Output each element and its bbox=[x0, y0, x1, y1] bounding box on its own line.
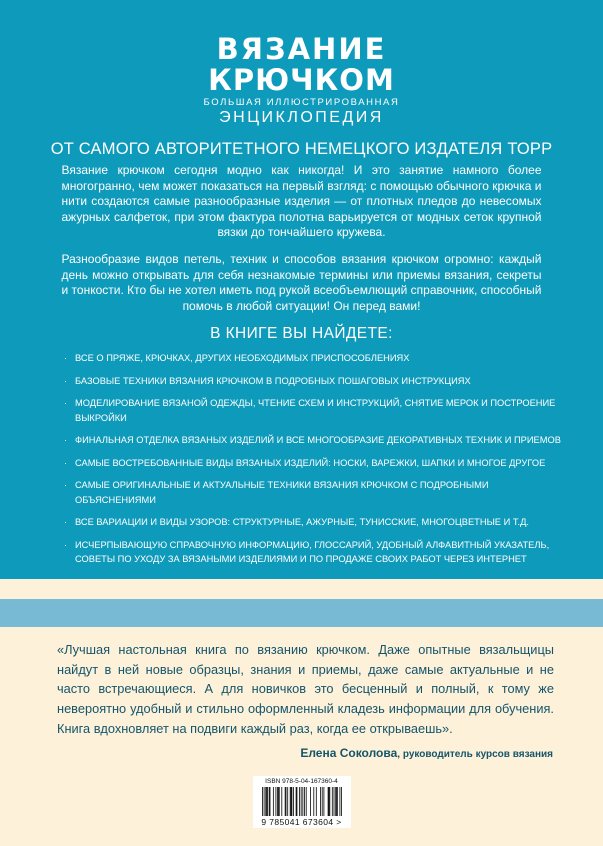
barcode-bar bbox=[336, 787, 337, 816]
barcode-bar bbox=[333, 787, 334, 816]
barcode-bar bbox=[268, 787, 269, 816]
feature-item bbox=[60, 433, 565, 448]
barcode-bar bbox=[313, 787, 314, 816]
barcode-digits: 9 785041 673604 > bbox=[261, 817, 342, 828]
bullet-icon: · bbox=[64, 517, 68, 528]
barcode-bar bbox=[335, 787, 336, 816]
barcode-bar bbox=[341, 787, 342, 816]
intro-paragraph-1: Вязание крючком сегодня модно как никогда! И это занятие намного более многогранно, чем может показаться на первый взгляд: с помощью обычного крючка и нити создаются самые разнообразные изделия — от плотных пледов до невесомых ажурных салфеток, при этом фактура полотна варьируется от модных сеток крупной вязки до тончайшего кружева. bbox=[61, 163, 542, 240]
barcode-bar bbox=[291, 787, 292, 816]
barcode-bar bbox=[327, 787, 328, 816]
feature-text: САМЫЕ ВОСТРЕБОВАННЫЕ ВИДЫ ВЯЗАНЫХ ИЗДЕЛИЙ: НОСКИ, ВАРЕЖКИ, ШАПКИ И МНОГОЕ ДРУГОЕ bbox=[75, 457, 546, 468]
title-line-2: КРЮЧКОМ bbox=[208, 63, 395, 97]
feature-item bbox=[60, 478, 565, 507]
barcode-bars bbox=[262, 787, 342, 816]
barcode-bar bbox=[278, 787, 279, 816]
barcode-bar bbox=[339, 787, 340, 816]
barcode-bar bbox=[304, 787, 305, 816]
bullet-icon: · bbox=[64, 435, 68, 446]
subtitle-line-2: ЭНЦИКЛОПЕДИЯ bbox=[219, 109, 384, 126]
decorative-stripe bbox=[0, 599, 603, 627]
feature-text: ВСЕ О ПРЯЖЕ, КРЮЧКАХ, ДРУГИХ НЕОБХОДИМЫХ ПРИСПОСОБЛЕНИЯХ bbox=[75, 353, 410, 364]
barcode-bar bbox=[302, 787, 303, 816]
feature-text: ФИНАЛЬНАЯ ОТДЕЛКА ВЯЗАНЫХ ИЗДЕЛИЙ И ВСЕ МНОГООБРАЗИЕ ДЕКОРАТИВНЫХ ТЕХНИК И ПРИЕМОВ bbox=[75, 435, 561, 446]
isbn-label: ISBN 978-5-04-167360-4 bbox=[265, 778, 338, 786]
barcode-bar bbox=[277, 787, 278, 816]
feature-item bbox=[60, 538, 565, 567]
barcode-bar bbox=[290, 787, 291, 816]
barcode-bar bbox=[285, 787, 286, 816]
author-role: , руководитель курсов вязания bbox=[397, 749, 553, 761]
barcode-bar bbox=[305, 787, 306, 816]
feature-item bbox=[60, 396, 565, 425]
title-line-1: ВЯЗАНИЕ bbox=[216, 32, 387, 66]
feature-item bbox=[60, 374, 565, 389]
barcode-bar bbox=[310, 787, 311, 816]
feature-text: БАЗОВЫЕ ТЕХНИКИ ВЯЗАНИЯ КРЮЧКОМ В ПОДРОБНЫХ ПОШАГОВЫХ ИНСТРУКЦИЯХ bbox=[75, 375, 471, 386]
barcode-bar bbox=[263, 787, 264, 816]
testimonial-quote: «Лучшая настольная книга по вязанию крючком. Даже опытные вязальщицы найдут в ней новые образцы, знания и приемы, даже самые актуальные и не часто встречающиеся. А для новичков это бесценный и полный, к тому же невероятно удобный и стильно оформленный кладезь информации для обучения. Книга вдохновляет на подвиги каждый раз, когда ее открываешь». bbox=[57, 641, 554, 736]
barcode-bar bbox=[267, 787, 268, 816]
barcode-bar bbox=[278, 787, 279, 816]
barcode-bar bbox=[329, 787, 330, 816]
barcode-bar bbox=[321, 787, 322, 816]
barcode-bar bbox=[336, 787, 337, 816]
barcode-bar bbox=[331, 787, 332, 816]
features-heading: В КНИГЕ ВЫ НАЙДЕТЕ: bbox=[210, 325, 393, 343]
subtitle-line-1: БОЛЬШАЯ ИЛЛЮСТРИРОВАННАЯ bbox=[203, 97, 400, 108]
barcode-bar bbox=[287, 787, 288, 816]
barcode-bar bbox=[262, 787, 263, 816]
feature-text: МОДЕЛИРОВАНИЕ ВЯЗАНОЙ ОДЕЖДЫ, ЧТЕНИЕ СХЕМ И ИНСТРУКЦИЙ, СНЯТИЕ МЕРОК И ПОСТРОЕНИЕ ВЫКРОЙКИ bbox=[75, 398, 556, 423]
feature-item bbox=[60, 351, 565, 366]
barcode-bar bbox=[266, 787, 267, 816]
barcode-bar bbox=[299, 787, 300, 816]
barcode-bar bbox=[320, 787, 321, 816]
bullet-icon: · bbox=[64, 480, 68, 491]
bullet-icon: · bbox=[64, 375, 68, 386]
cream-band bbox=[0, 579, 603, 599]
author-name: Елена Соколова bbox=[300, 746, 398, 761]
barcode-bar bbox=[284, 787, 285, 816]
feature-text: ВСЕ ВАРИАЦИИ И ВИДЫ УЗОРОВ: СТРУКТУРНЫЕ, АЖУРНЫЕ, ТУНИССКИЕ, МНОГОЦВЕТНЫЕ И Т.Д. bbox=[75, 517, 529, 528]
barcode-bar bbox=[328, 787, 329, 816]
features-list bbox=[60, 351, 565, 567]
testimonial-author bbox=[0, 744, 553, 762]
barcode-bar bbox=[281, 787, 282, 816]
barcode-bar bbox=[275, 787, 276, 816]
barcode-bar bbox=[315, 787, 316, 816]
intro-paragraph-2: Разнообразие видов петель, техник и способов вязания крючком огромно: каждый день можно открывать для себя незнакомые термины или приемы вязания, секреты и тонкости. Кто бы не хотел иметь под рукой всеобъемлющий справочник, способный помочь в любой ситуации! Он перед вами! bbox=[61, 251, 542, 313]
feature-item bbox=[60, 515, 565, 530]
feature-item bbox=[60, 456, 565, 471]
barcode-bar bbox=[289, 787, 290, 816]
publisher-headline: ОТ САМОГО АВТОРИТЕТНОГО НЕМЕЦКОГО ИЗДАТЕЛЯ ТОРР bbox=[50, 140, 553, 158]
barcode-bar bbox=[265, 787, 266, 816]
isbn-barcode bbox=[253, 776, 351, 828]
barcode-bar bbox=[272, 787, 273, 816]
barcode-bar bbox=[323, 787, 324, 816]
bullet-icon: · bbox=[64, 353, 68, 364]
bullet-icon: · bbox=[64, 457, 68, 468]
bullet-icon: · bbox=[64, 539, 68, 550]
barcode-bar bbox=[300, 787, 301, 816]
barcode-bar bbox=[296, 787, 297, 816]
barcode-bar bbox=[269, 787, 270, 816]
feature-text: ИСЧЕРПЫВАЮЩУЮ СПРАВОЧНУЮ ИНФОРМАЦИЮ, ГЛОССАРИЙ, УДОБНЫЙ АЛФАВИТНЫЙ УКАЗАТЕЛЬ, СОВЕТЫ ПО УХОДУ ЗА ВЯЗАНЫМИ ИЗДЕЛИЯМИ И ПО ПРОДАЖЕ СВОИХ РАБОТ ЧЕРЕЗ ИНТЕРНЕТ bbox=[75, 539, 550, 565]
barcode-bar bbox=[295, 787, 296, 816]
feature-text: САМЫЕ ОРИГИНАЛЬНЫЕ И АКТУАЛЬНЫЕ ТЕХНИКИ ВЯЗАНИЯ КРЮЧКОМ С ПОДРОБНЫМИ ОБЪЯСНЕНИЯМИ bbox=[75, 480, 489, 505]
bullet-icon: · bbox=[64, 398, 68, 409]
barcode-bar bbox=[293, 787, 294, 816]
bottom-panel bbox=[0, 627, 603, 846]
